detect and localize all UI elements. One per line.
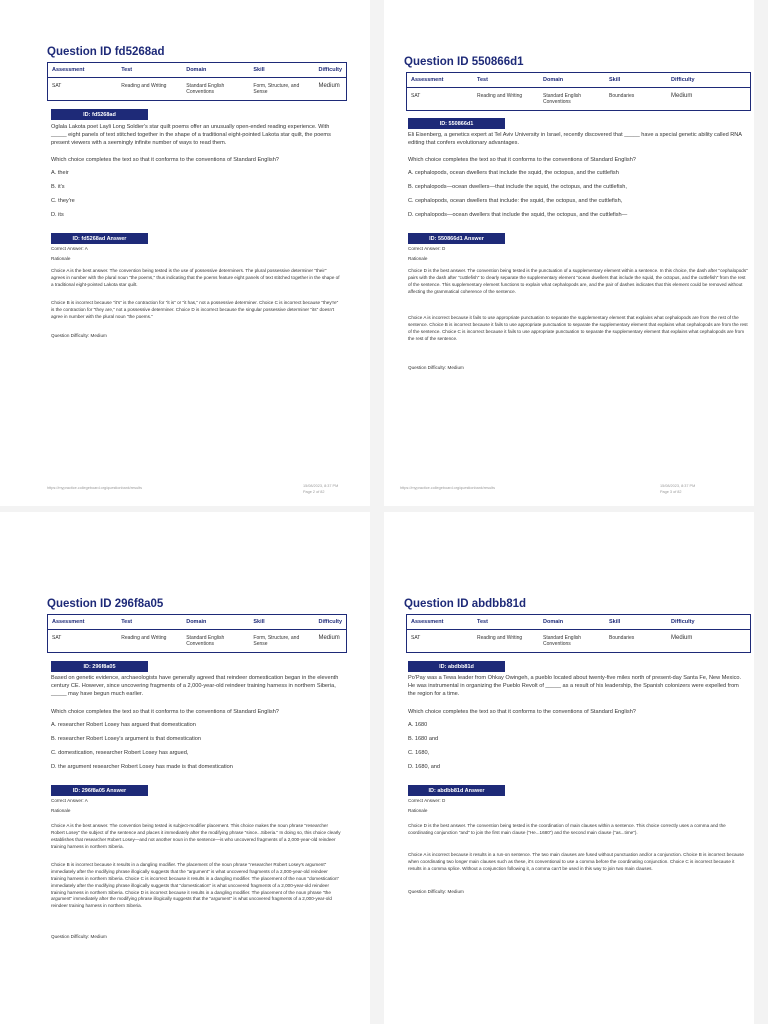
header-assessment: Assessment	[407, 73, 474, 88]
cell-skill: Boundaries	[609, 635, 635, 641]
answer-choice-c[interactable]: C. they're	[51, 198, 75, 204]
header-skill: Skill	[605, 73, 667, 88]
cell-skill: Boundaries	[609, 93, 635, 99]
page-sheet-4	[384, 512, 754, 1024]
cell-domain: Standard English Conventions	[543, 93, 582, 105]
rationale-paragraph: Choice A is the best answer. The convention being tested is subject-modifier placement. This choice makes the noun phrase "researcher Robert Losey" the subject of the sentence and places it immediately after the modifying phrase "since...Siberia." In doing so, this choice clearly establishes that researcher Robert Losey—and not another noun in the sentence—is who uncovered fragments of a 2,000-year-old reindeer training harness in northern Siberia.	[51, 823, 341, 849]
answer-choice-a[interactable]: A. researcher Robert Losey has argued that domestication	[51, 722, 196, 728]
cell-domain: Standard English Conventions	[186, 83, 225, 95]
cell-skill: Form, Structure, and Sense	[253, 635, 300, 647]
rationale-paragraph: Choice B is incorrect because it results in a dangling modifier. The placement of the noun phrase "researcher Robert Losey's argument" immediately after the modifying phrase illogically suggests that the "argument" is what uncovered fragments of a 2,000-year-old reindeer training harness in northern Siberia. Choice C is incorrect because it results in a dangling modifier. The placement of the noun "domestication" immediately after the modifying phrase illogically suggests that "domestication" is what uncovered fragments of a 2,000-year-old reindeer training harness in northern Siberia. Choice D is incorrect because it results in a dangling modifier. The placement of the noun phrase "the argument" immediately after the modifying phrase illogically suggests that the "argument" is what uncovered fragments of a 2,000-year-old reindeer training harness in northern Siberia.	[51, 862, 340, 909]
header-test: Test	[473, 615, 539, 630]
footer-date: 15/08/2023, 8:37 PM	[660, 484, 696, 488]
header-difficulty: Difficulty	[667, 615, 751, 630]
answer-choice-d[interactable]: D. 1680, and	[408, 764, 441, 770]
question-difficulty: Question Difficulty: Medium	[408, 889, 464, 894]
header-difficulty: Difficulty	[314, 63, 346, 78]
answer-choice-c[interactable]: C. 1680,	[408, 750, 430, 756]
answer-choice-a[interactable]: A. 1680	[408, 722, 428, 728]
footer-url: https://mypractice.collegeboard.org/questionbank/results	[47, 486, 142, 490]
cell-assessment: SAT	[411, 93, 421, 99]
question-passage: Po'Pay was a Tewa leader from Ohkay Owingeh, a pueblo located about twenty-five miles north of present-day Santa Fe, New Mexico. He was instrumental in organizing the Pueblo Revolt of _____ as a result of his leadership, the Spanish colonizers were expelled from the region for a time.	[408, 675, 742, 698]
answer-choice-b[interactable]: B. 1680 and	[408, 736, 439, 742]
correct-answer: Correct Answer: A	[51, 246, 88, 251]
question-difficulty: Question Difficulty: Medium	[51, 333, 107, 338]
cell-difficulty: Medium	[318, 83, 340, 89]
header-test: Test	[117, 615, 182, 630]
header-test: Test	[473, 73, 539, 88]
answer-choice-c[interactable]: C. domestication, researcher Robert Losey has argued,	[51, 750, 189, 756]
footer-date: 15/08/2023, 8:37 PM	[303, 484, 339, 488]
answer-id-badge: ID: 296f8a05 Answer	[51, 785, 148, 796]
header-assessment: Assessment	[407, 615, 474, 630]
question-prompt: Which choice completes the text so that it conforms to the conventions of Standard English?	[51, 157, 279, 163]
rationale-paragraph: Choice D is the best answer. The convention being tested is the punctuation of a supplementary element within a sentence. In this choice, the dash after "cephalopods" pairs with the dash after "cuttlefish" to clearly separate the supplementary element "ocean dwellers that include the squid, the octopus, and the cuttlefish" from the rest of the sentence. This supplementary element functions to explain what cephalopods are, and the pair of dashes indicates that this element could be removed without affecting the grammatical coherence of the sentence.	[408, 268, 748, 294]
question-passage: Eli Eisenberg, a genetics expert at Tel Aviv University in Israel, recently discovered that _____ have a special genetic ability called RNA editing that confers evolutionary advantages.	[408, 132, 742, 147]
question-id-badge: ID: 296f8a05	[51, 661, 148, 672]
question-meta-table	[47, 614, 347, 653]
question-meta-table	[406, 72, 751, 111]
cell-test: Reading and Writing	[477, 93, 523, 99]
question-prompt: Which choice completes the text so that it conforms to the conventions of Standard English?	[408, 709, 636, 715]
cell-assessment: SAT	[52, 635, 62, 641]
question-title: Question ID fd5268ad	[47, 46, 165, 58]
question-id-badge: ID: abdbb81d	[408, 661, 505, 672]
rationale-label: Rationale	[51, 808, 71, 813]
question-passage: Based on genetic evidence, archaeologists have generally agreed that reindeer domestication began in the eleventh century CE. However, since uncovering fragments of a 2,000-year-old reindeer training harness in northern Siberia, _____ may have begun much earlier.	[51, 675, 339, 698]
rationale-label: Rationale	[408, 808, 428, 813]
cell-domain: Standard English Conventions	[543, 635, 582, 647]
rationale-paragraph: Choice A is the best answer. The convention being tested is the use of possessive determiners. The plural possessive determiner "their" agrees in number with the plural noun "the poems," thus indicating that the poems feature eight panels of text stitched together in the shape of a traditional eight-pointed Lakota star quilt.	[51, 268, 340, 287]
question-title: Question ID 296f8a05	[47, 598, 164, 610]
correct-answer: Correct Answer: A	[51, 798, 88, 803]
header-domain: Domain	[182, 63, 249, 78]
cell-test: Reading and Writing	[121, 83, 167, 89]
question-meta-table	[406, 614, 751, 653]
rationale-paragraph: Choice A is incorrect because it fails to use appropriate punctuation to separate the supplementary element that explains what cephalopods are from the rest of the sentence. Choice B is incorrect because it fails to use appropriate punctuation to separate the supplementary element that explains what cephalopods are from the rest of the sentence. Choice C is incorrect because it fails to use appropriate punctuation to separate the supplementary element that explains what cephalopods are from the rest of the sentence.	[408, 315, 748, 341]
header-skill: Skill	[249, 615, 314, 630]
cell-skill: Form, Structure, and Sense	[253, 83, 300, 95]
footer-url: https://mypractice.collegeboard.org/questionbank/results	[400, 486, 495, 490]
answer-id-badge: ID: fd5268ad Answer	[51, 233, 148, 244]
cell-difficulty: Medium	[318, 635, 340, 641]
cell-assessment: SAT	[52, 83, 62, 89]
question-title: Question ID 550866d1	[404, 56, 524, 68]
cell-test: Reading and Writing	[121, 635, 167, 641]
question-difficulty: Question Difficulty: Medium	[51, 934, 107, 939]
correct-answer: Correct Answer: D	[408, 798, 446, 803]
header-skill: Skill	[249, 63, 314, 78]
header-domain: Domain	[182, 615, 249, 630]
rationale-paragraph: Choice B is incorrect because "it's" is the contraction for "it is" or "it has," not a possessive determiner. Choice C is incorrect because "they're" is the contraction for "they are," not a possessive determiner. Choice D is incorrect because the singular possessive determiner "its" doesn't agree in number with the plural noun "the poems."	[51, 300, 339, 319]
header-difficulty: Difficulty	[667, 73, 751, 88]
answer-id-badge: ID: abdbb81d Answer	[408, 785, 505, 796]
header-skill: Skill	[605, 615, 667, 630]
rationale-label: Rationale	[408, 256, 428, 261]
cell-difficulty: Medium	[671, 93, 693, 99]
cell-assessment: SAT	[411, 635, 421, 641]
rationale-label: Rationale	[51, 256, 71, 261]
rationale-paragraph: Choice D is the best answer. The convention being tested is the coordination of main clauses within a sentence. This choice correctly uses a comma and the coordinating conjunction "and" to join the first main clause ("He...1680") and the second main clause ("as...time").	[408, 823, 726, 835]
page-sheet-1	[0, 0, 370, 506]
header-assessment: Assessment	[48, 63, 118, 78]
question-difficulty: Question Difficulty: Medium	[408, 365, 464, 370]
rationale-paragraph: Choice A is incorrect because it results in a run-on sentence. The two main clauses are fused without punctuation and/or a conjunction. Choice B is incorrect because when coordinating two longer main clauses such as these, it's conventional to use a comma before the coordinating conjunction. Choice C is incorrect because it results in a comma splice. Without a conjunction following it, a comma can't be used in this way to join two main clauses.	[408, 852, 744, 871]
page-sheet-2	[384, 0, 754, 506]
cell-difficulty: Medium	[671, 635, 693, 641]
cell-domain: Standard English Conventions	[186, 635, 225, 647]
header-domain: Domain	[539, 615, 605, 630]
cell-test: Reading and Writing	[477, 635, 523, 641]
question-title: Question ID abdbb81d	[404, 598, 527, 610]
answer-choice-d[interactable]: D. cephalopods—ocean dwellers that include the squid, the octopus, and the cuttlefish—	[408, 212, 628, 218]
footer-page: Page 2 of 82	[303, 490, 325, 494]
question-id-badge: ID: 550866d1	[408, 118, 505, 129]
footer-page: Page 3 of 82	[660, 490, 682, 494]
header-test: Test	[117, 63, 182, 78]
answer-choice-c[interactable]: C. cephalopods, ocean dwellers that include: the squid, the octopus, and the cuttlefish,	[408, 198, 623, 204]
answer-choice-a[interactable]: A. their	[51, 170, 69, 176]
question-prompt: Which choice completes the text so that it conforms to the conventions of Standard English?	[408, 157, 636, 163]
answer-choice-b[interactable]: B. cephalopods—ocean dwellers—that include the squid, the octopus, and the cuttlefish,	[408, 184, 627, 190]
question-id-badge: ID: fd5268ad	[51, 109, 148, 120]
answer-choice-a[interactable]: A. cephalopods, ocean dwellers that include the squid, the octopus, and the cuttlefish	[408, 170, 619, 176]
answer-choice-b[interactable]: B. researcher Robert Losey's argument is that domestication	[51, 736, 201, 742]
answer-choice-d[interactable]: D. its	[51, 212, 64, 218]
answer-id-badge: ID: 550866d1 Answer	[408, 233, 505, 244]
answer-choice-d[interactable]: D. the argument researcher Robert Losey has made is that domestication	[51, 764, 233, 770]
page-sheet-3	[0, 512, 370, 1024]
question-meta-table	[47, 62, 347, 101]
question-prompt: Which choice completes the text so that it conforms to the conventions of Standard English?	[51, 709, 279, 715]
header-difficulty: Difficulty	[314, 615, 346, 630]
correct-answer: Correct Answer: D	[408, 246, 446, 251]
header-domain: Domain	[539, 73, 605, 88]
question-passage: Oglala Lakota poet Layli Long Soldier's star quilt poems offer an unusually open-ended reading experience. With _____ eight panels of text stitched together in the shape of a traditional eight-pointed Lakota star quilt, the poems present viewers with a seemingly infinite number of ways to read them.	[51, 124, 331, 147]
answer-choice-b[interactable]: B. it's	[51, 184, 65, 190]
header-assessment: Assessment	[48, 615, 118, 630]
